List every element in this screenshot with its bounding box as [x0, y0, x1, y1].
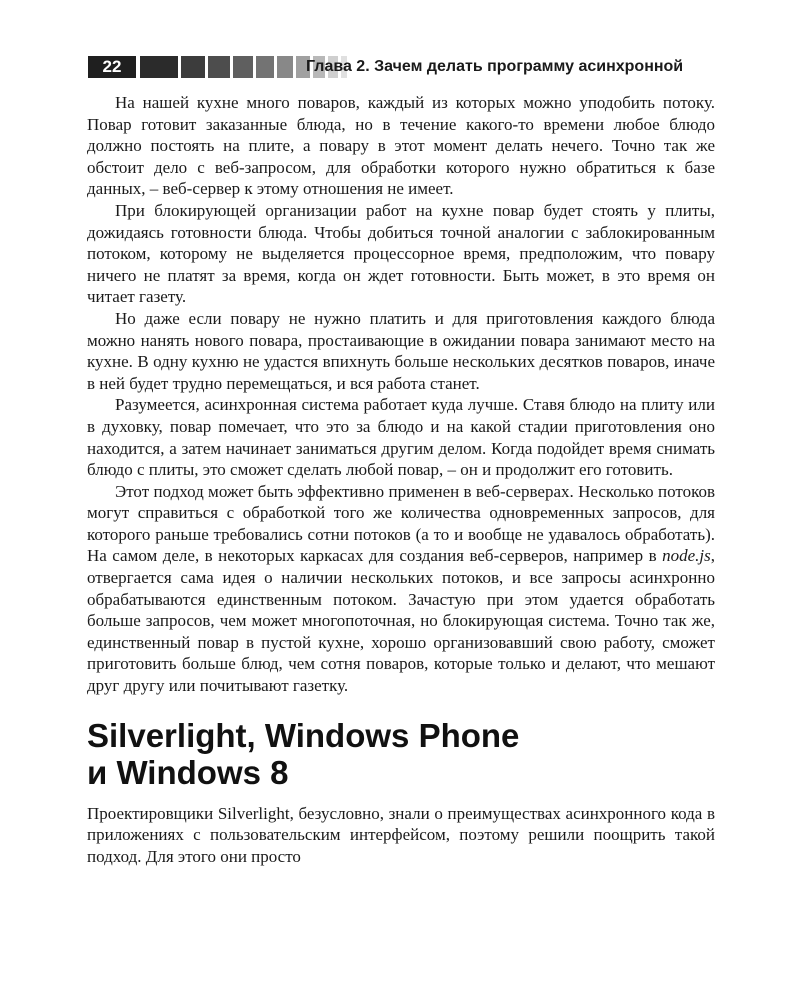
- page-number: 22: [88, 56, 136, 78]
- paragraph-text: Этот подход может быть эффективно применен в веб-серверах. Несколько потоков могут справиться с обработкой того же количества одновременных запросов, для которого раньше требовались сотни потоков (а то и вообще не удавалось обработать). На самом деле, в некоторых каркасах для создания веб-серверов, например в: [87, 481, 715, 566]
- paragraph: На нашей кухне много поваров, каждый из которых можно уподобить потоку. Повар готовит заказанные блюда, но в течение какого-то времени любое блюдо должно постоять на плите, а повару в этот момент делать нечего. Точно так же обстоит дело с веб-запросом, для обработки которого нужно обратиться к базе данных, – веб-сервер к этому отношения не имеет.: [87, 93, 715, 199]
- paragraph-nodejs: [87, 481, 715, 697]
- section-heading-line: и Windows 8: [87, 753, 289, 791]
- section-first-paragraph: Проектировщики Silverlight, безусловно, знали о преимуществах асинхронного кода в приложениях с пользовательским интерфейсом, поэтому решили поощрить такой подход. Для этого они просто: [87, 803, 715, 866]
- section-heading-line: Silverlight, Windows Phone: [87, 716, 520, 754]
- header-bar: [181, 56, 205, 78]
- chapter-title: Глава 2. Зачем делать программу асинхронной: [306, 58, 684, 75]
- header-bar: [277, 56, 293, 78]
- paragraph: Разумеется, асинхронная система работает куда лучше. Ставя блюдо на плиту или в духовку, повар помечает, что это за блюдо и на какой стадии приготовления оно находится, а затем начинает заниматься другим делом. Когда подойдет время снимать блюдо с плиты, это сможет сделать любой повар, – он и продолжит его готовить.: [87, 395, 715, 480]
- paragraph: Но даже если повару не нужно платить и для приготовления каждого блюда можно нанять нового повара, простаивающие в ожидании повара занимают место на кухне. В одну кухню не удастся впихнуть больше нескольких десятков поваров, иначе в ней будет трудно перемещаться, и вся работа станет.: [87, 308, 715, 393]
- section-heading: [87, 717, 715, 791]
- paragraph: При блокирующей организации работ на кухне повар будет стоять у плиты, дожидаясь готовности блюда. Чтобы добиться точной аналогии с заблокированным потоком, которому не выделяется процессорное время, предположим, что повару ничего не платят за время, когда он ждет готовности. Быть может, в это время он читает газету.: [87, 200, 715, 307]
- paragraph-text: , отвергается сама идея о наличии нескольких потоков, и все запросы асинхронно обрабатываются единственным потоком. Зачастую при этом удается обработать больше запросов, чем может многопоточная, но блокирующая система. Точно так же, единственный повар в пустой кухне, хорошо организовавший свою работу, сможет приготовить больше блюд, чем сотня поваров, которые только и делают, что мешают друг другу или почитывают газетку.: [87, 546, 715, 696]
- nodejs-term: node.js: [662, 546, 711, 566]
- header-bar: [208, 56, 230, 78]
- header-bar: [256, 56, 274, 78]
- running-header: [88, 56, 728, 78]
- header-bar: [140, 56, 178, 78]
- page-body: [87, 92, 715, 867]
- header-bar: [233, 56, 253, 78]
